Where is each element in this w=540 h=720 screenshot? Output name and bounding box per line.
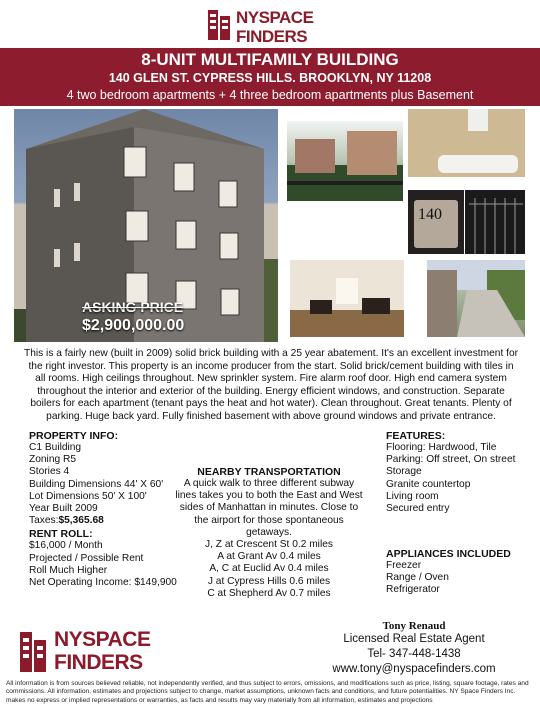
asking-price-overlay <box>82 299 262 335</box>
features-section <box>386 430 526 515</box>
agent-title: Licensed Real Estate Agent <box>343 633 485 645</box>
transportation-heading: NEARBY TRANSPORTATION <box>197 466 341 478</box>
bottom-logo <box>18 628 188 676</box>
transit-item: A, C at Euclid Av 0.4 miles <box>209 563 329 575</box>
property-info-section <box>29 430 179 589</box>
rent-roll-item: Roll Much Higher <box>29 564 108 576</box>
property-info-item: Building Dimensions 44' X 60' <box>29 478 164 490</box>
property-info-item: C1 Building <box>29 442 82 453</box>
agent-contact <box>314 620 514 677</box>
appliance-item: Range / Oven <box>386 572 449 584</box>
property-info-item: Zoning R5 <box>29 454 77 466</box>
transit-item: J at Cypress Hills 0.6 miles <box>207 575 331 587</box>
building-logo-icon <box>18 630 48 674</box>
asking-price-value: $2,900,000.00 <box>82 317 185 334</box>
side-yard-illustration <box>427 260 525 337</box>
property-info-item: Stories 4 <box>29 466 70 478</box>
feature-item: Parking: Off street, On street <box>386 454 516 466</box>
feature-item: Granite countertop <box>386 478 471 490</box>
transportation-intro: A quick walk to three different subway lines takes you to both the East and West sides of Manhattan in minutes. Close to the airport for those spontaneous getaways. <box>175 478 363 538</box>
door-number-photo <box>408 190 464 254</box>
appliance-item: Freezer <box>386 560 422 571</box>
logo-line1: NYSPACE <box>54 628 151 651</box>
asking-price-label: ASKING PRICE <box>82 299 184 315</box>
feature-item: Secured entry <box>386 503 450 515</box>
transit-item: C at Shepherd Av 0.7 miles <box>207 587 331 599</box>
logo-line1: NYSPACE <box>236 8 314 27</box>
taxes-line <box>29 515 179 527</box>
backyard-illustration <box>287 121 403 201</box>
property-description: This is a fairly new (built in 2009) solid brick building with a 25 year abatement. It's an excellent investment for the right investor. This property is an income producer from the start. Solid brick/cement building with tiles in all rooms. High ceilings throughout. New sprinkler system. Fire alarm roof door. High end camera system throughout the interior and exterior of the building. Energy efficient windows, and construction. Separate boilers for each apartment (tenant pays the heat and hot water). Clean throughout. Great tenants. Plenty of parking. Huge back yard. Fully finished basement with above ground windows and private entrance. <box>23 348 518 422</box>
property-info-item: Lot Dimensions 50' X 100' <box>29 490 147 502</box>
bathroom-photo <box>408 109 525 177</box>
living-room-photo <box>290 260 404 337</box>
title-banner <box>0 48 540 106</box>
living-room-illustration <box>290 260 404 337</box>
appliances-heading: APPLIANCES INCLUDED <box>386 548 511 560</box>
property-info-heading: PROPERTY INFO: <box>29 430 119 442</box>
appliances-section <box>386 548 526 597</box>
listing-subtitle: 4 two bedroom apartments + 4 three bedroom apartments plus Basement <box>66 88 474 102</box>
taxes-value: $5,365.68 <box>58 515 104 527</box>
transit-item: A at Grant Av 0.4 miles <box>217 551 321 563</box>
feature-item: Living room <box>386 490 439 502</box>
bathroom-illustration <box>408 109 525 177</box>
appliance-item: Refrigerator <box>386 584 440 596</box>
side-yard-photo <box>427 260 525 337</box>
transit-item: J, Z at Crescent St 0.2 miles <box>205 539 333 551</box>
feature-item: Flooring: Hardwood, Tile <box>386 442 497 453</box>
gate-illustration <box>465 190 525 254</box>
features-heading: FEATURES: <box>386 430 446 442</box>
listing-address: 140 GLEN ST. CYPRESS HILLS. BROOKLYN, NY 11208 <box>108 71 432 85</box>
top-logo <box>206 8 336 48</box>
transportation-section <box>172 466 366 600</box>
rent-roll-heading: RENT ROLL: <box>29 528 93 541</box>
feature-item: Storage <box>386 466 422 478</box>
property-info-item: Year Built 2009 <box>29 503 98 515</box>
agent-phone: Tel- 347-448-1438 <box>367 648 461 660</box>
logo-line2: FINDERS <box>236 27 308 46</box>
rent-roll-item: Projected / Possible Rent <box>29 552 144 564</box>
door-number: 140 <box>418 206 442 223</box>
listing-title: 8-UNIT MULTIFAMILY BUILDING <box>141 50 399 69</box>
agent-name: Tony Renaud <box>382 620 446 632</box>
rent-roll-item: $16,000 / Month <box>29 540 103 552</box>
backyard-photo <box>287 121 403 201</box>
disclaimer: All information is from sources believed reliable, not independently verified, and thus subject to errors, omissions, and modifications such as price, listing, square footage, rates and commissions. All information, estimates and projections subject to change, market assumptions, unknown facts and conditions, and future potentialities. NY Space Finders Inc. makes no express or implied representations or warranties, as facts and results may vary materially from all information, estimates and projections <box>6 680 529 704</box>
entrance-gate-photo <box>465 190 525 254</box>
taxes-label: Taxes: <box>29 515 59 527</box>
logo-line2: FINDERS <box>54 651 143 674</box>
rent-roll-item: Net Operating Income: $149,900 <box>29 577 177 589</box>
agent-website[interactable]: www.tony@nyspacefinders.com <box>332 663 496 675</box>
building-logo-icon <box>206 8 232 42</box>
